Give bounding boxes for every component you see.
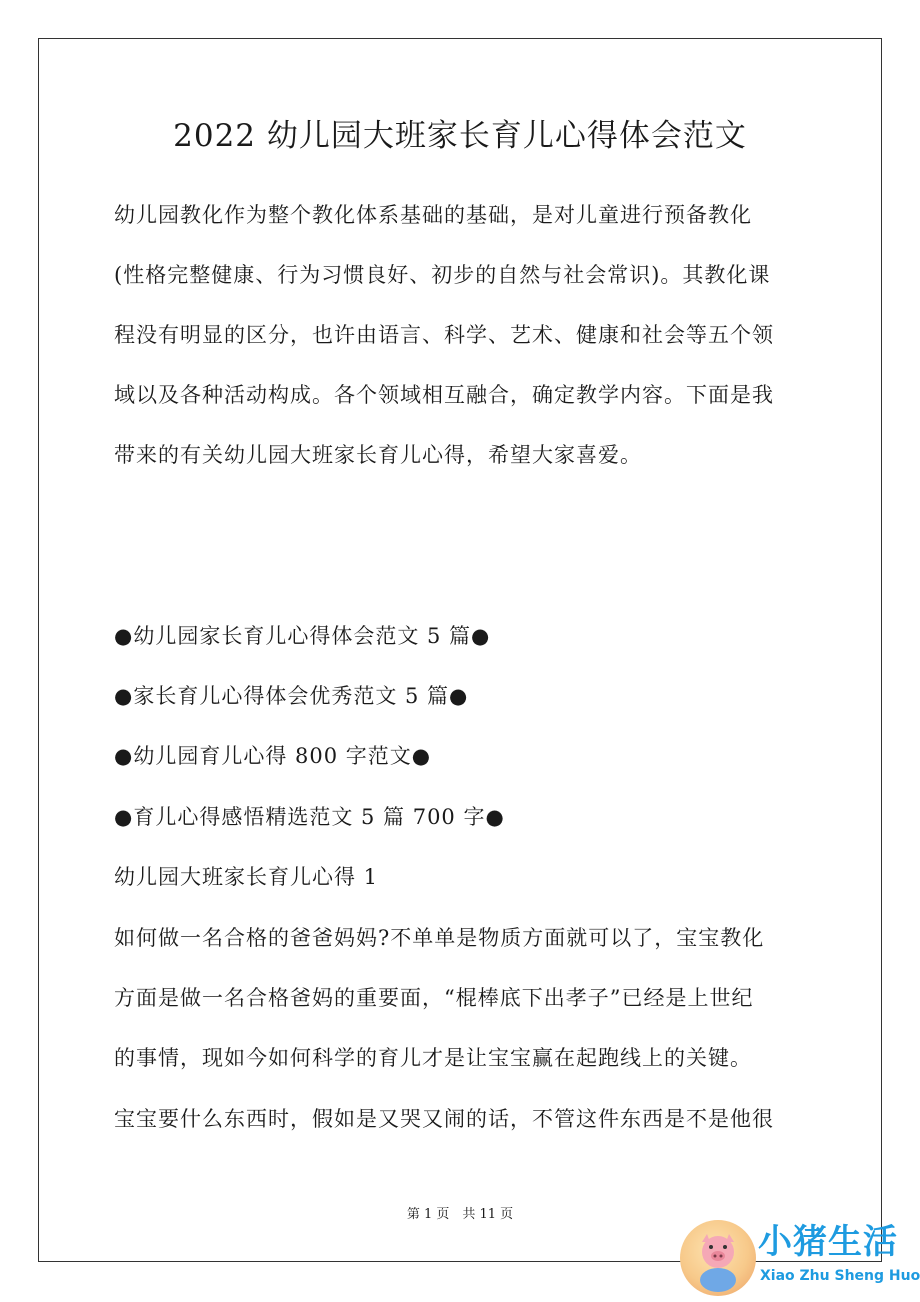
related-link[interactable]: ●幼儿园家长育儿心得体会范文 5 篇● <box>114 624 491 648</box>
watermark-logo <box>680 1214 920 1302</box>
section-line: 如何做一名合格的爸爸妈妈?不单单是物质方面就可以了，宝宝教化 <box>114 926 765 950</box>
related-link[interactable]: ●幼儿园育儿心得 800 字范文● <box>114 744 432 768</box>
intro-line: (性格完整健康、行为习惯良好、初步的自然与社会常识)。其教化课 <box>114 263 771 287</box>
page-footer: 第 1 页 共 11 页 <box>406 1207 514 1222</box>
intro-line: 程没有明显的区分，也许由语言、科学、艺术、健康和社会等五个领 <box>114 323 774 347</box>
pig-mascot-icon <box>680 1220 756 1296</box>
section-heading: 幼儿园大班家长育儿心得 1 <box>114 865 379 889</box>
watermark-brand: 小猪生活 <box>758 1222 898 1262</box>
intro-line: 域以及各种活动构成。各个领域相互融合，确定教学内容。下面是我 <box>114 383 774 407</box>
section-line: 宝宝要什么东西时，假如是又哭又闹的话，不管这件东西是不是他很 <box>114 1107 774 1131</box>
watermark-pinyin: Xiao Zhu Sheng Huo <box>760 1268 920 1284</box>
related-link[interactable]: ●家长育儿心得体会优秀范文 5 篇● <box>114 684 469 708</box>
section-line: 方面是做一名合格爸妈的重要面，“棍棒底下出孝子”已经是上世纪 <box>114 986 754 1010</box>
intro-line: 带来的有关幼儿园大班家长育儿心得，希望大家喜爱。 <box>114 443 642 467</box>
document-title: 2022 幼儿园大班家长育儿心得体会范文 <box>173 118 747 154</box>
intro-line: 幼儿园教化作为整个教化体系基础的基础，是对儿童进行预备教化 <box>114 203 752 227</box>
section-line: 的事情，现如今如何科学的育儿才是让宝宝赢在起跑线上的关键。 <box>114 1046 752 1070</box>
related-link[interactable]: ●育儿心得感悟精选范文 5 篇 700 字● <box>114 805 505 829</box>
